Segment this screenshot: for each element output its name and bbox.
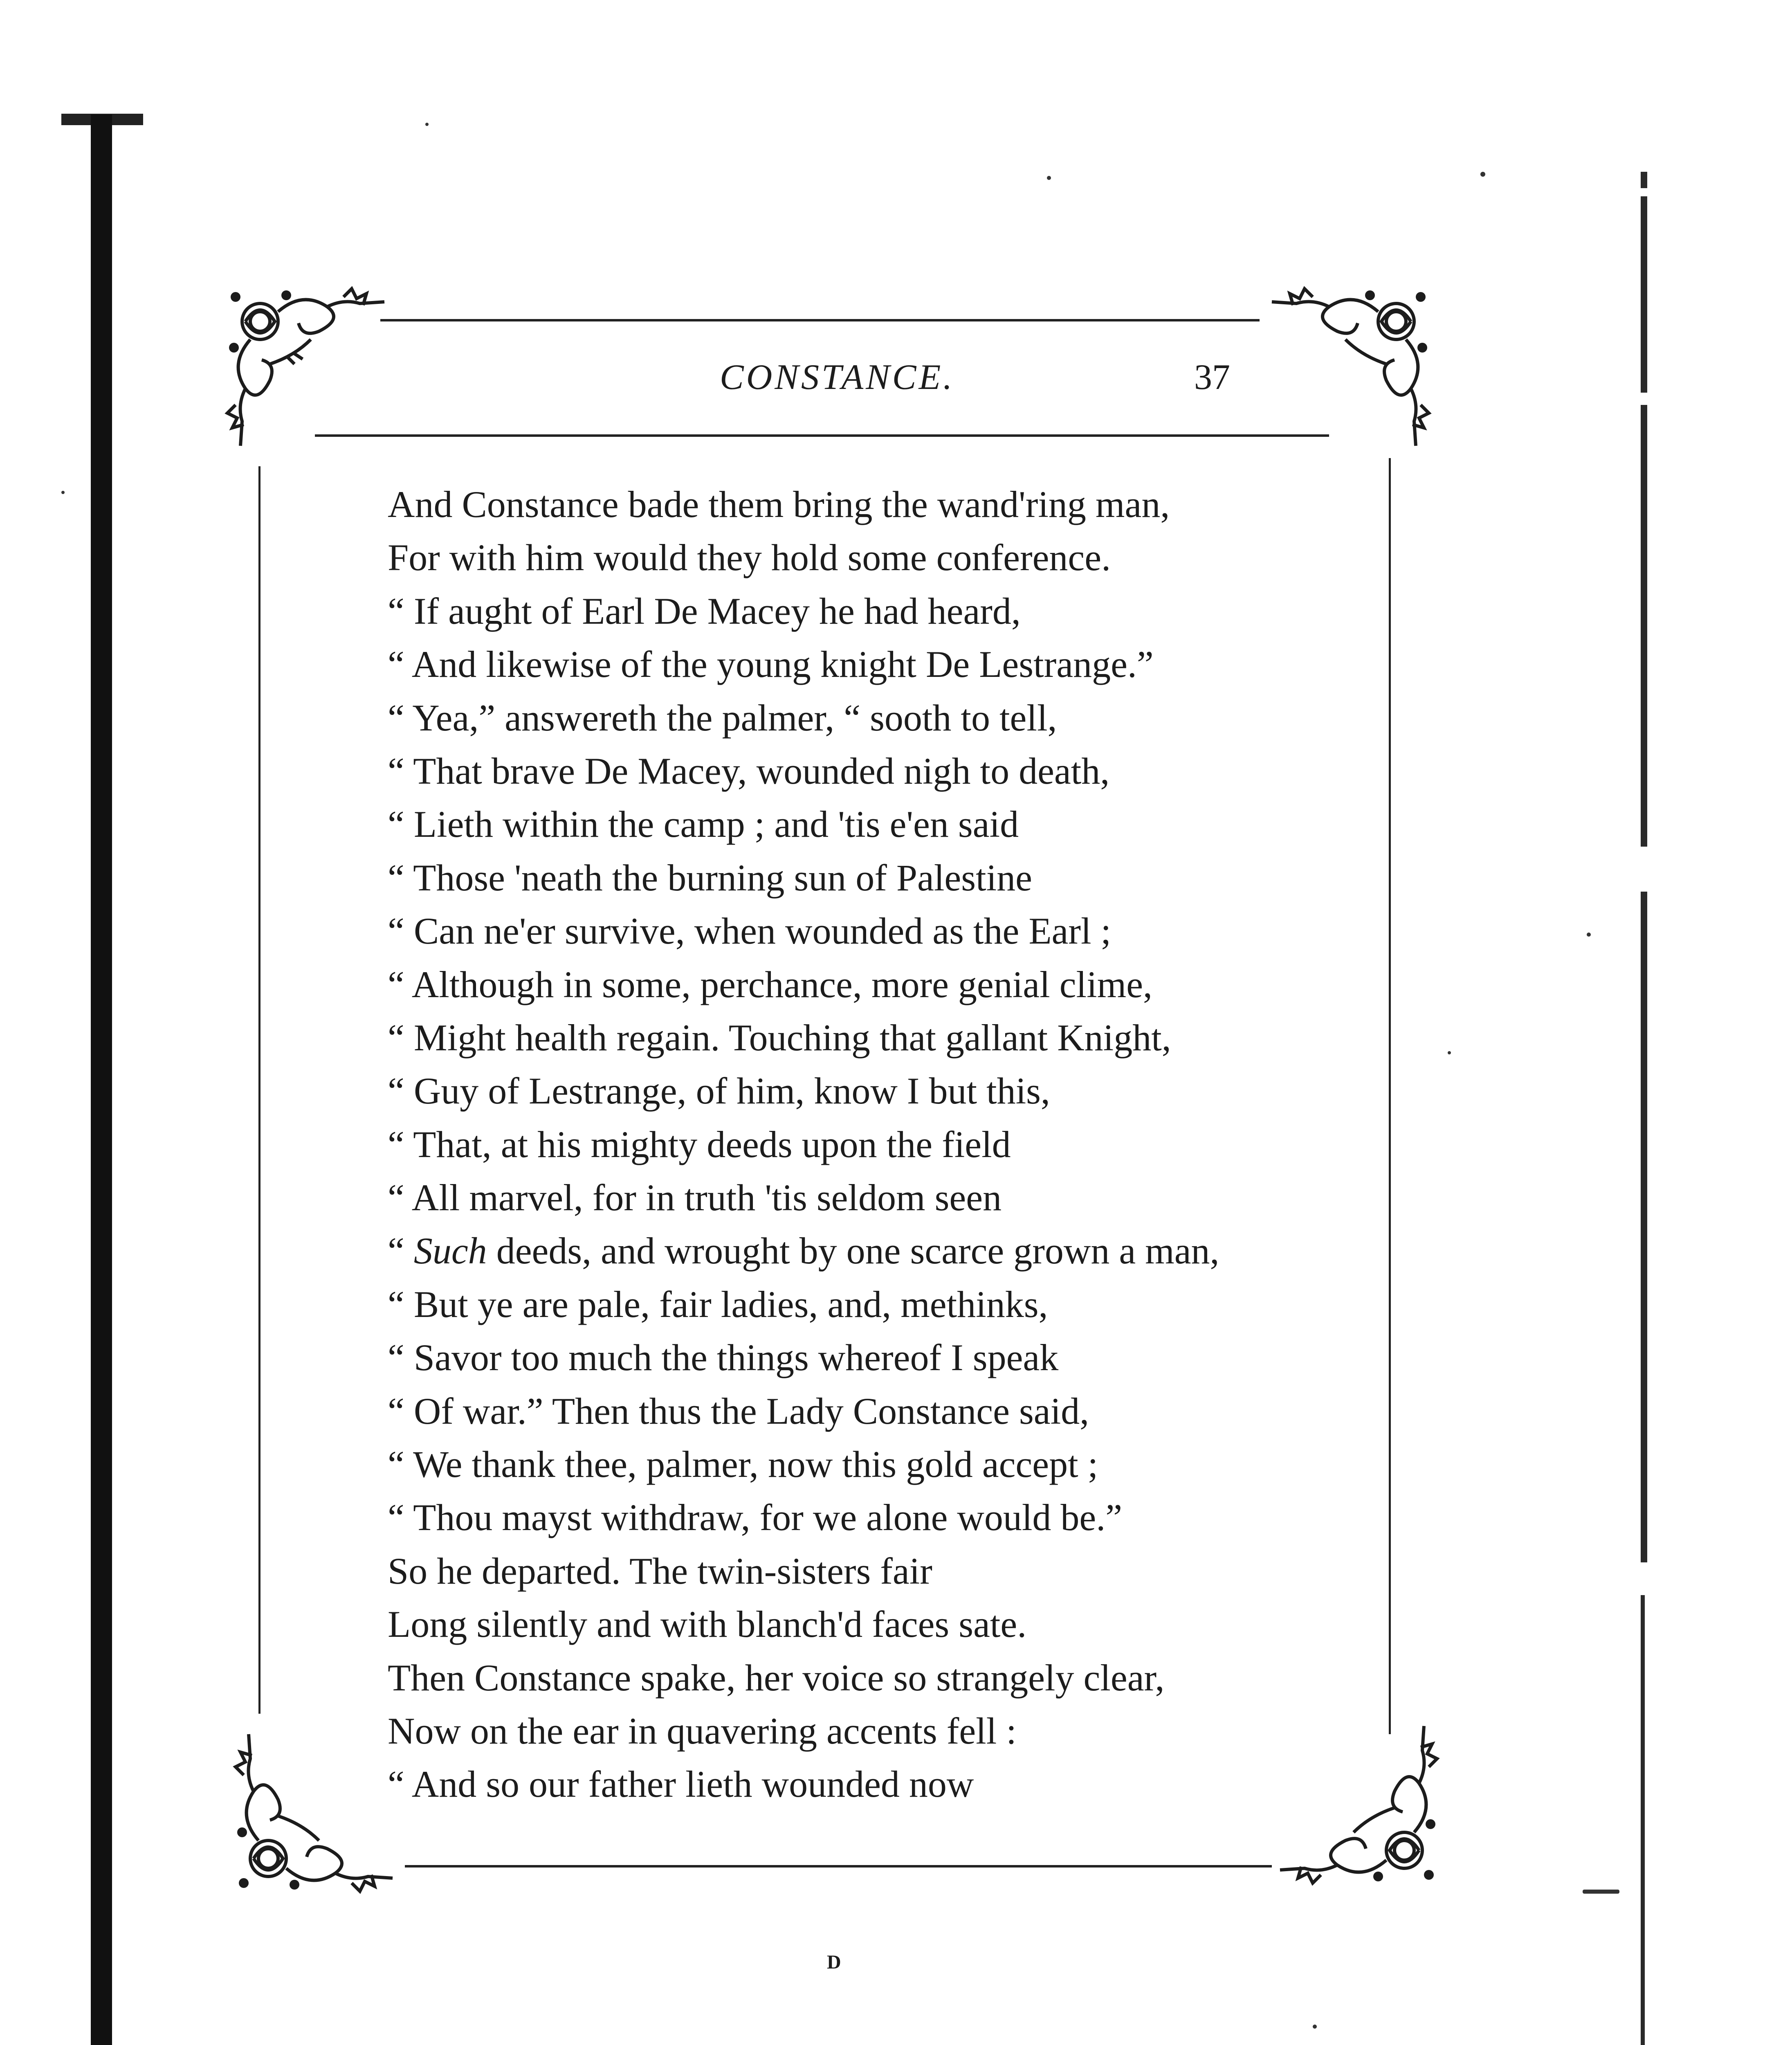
page-number: 37 — [1194, 357, 1230, 397]
poem-line: “ We thank thee, palmer, now this gold accept ; — [388, 1443, 1098, 1485]
poem-body — [388, 478, 1219, 1811]
binding-edge-shadow — [91, 115, 112, 2045]
scan-artifact — [1641, 405, 1647, 847]
poem-line: “ And so our father lieth wounded now — [388, 1763, 974, 1805]
signature-mark: D — [827, 1951, 841, 1973]
frame-bottom-rule — [405, 1865, 1272, 1867]
poem-line: “ That, at his mighty deeds upon the field — [388, 1123, 1011, 1165]
poem-line: And Constance bade them bring the wand'ring man, — [388, 483, 1170, 525]
scan-artifact — [1641, 172, 1647, 188]
poem-line: “ Can ne'er survive, when wounded as the Earl ; — [388, 910, 1112, 952]
header-rule — [315, 434, 1329, 437]
poem-line: “ Although in some, perchance, more genial clime, — [388, 963, 1153, 1005]
corner-ornament-top-left-icon — [221, 282, 417, 470]
poem-line: “ Those 'neath the burning sun of Palestine — [388, 856, 1032, 899]
frame-top-rule — [380, 319, 1260, 321]
scan-artifact — [1641, 892, 1647, 1562]
speck — [1480, 172, 1485, 177]
poem-line: Now on the ear in quavering accents fell : — [388, 1710, 1017, 1752]
speck — [1047, 176, 1051, 180]
poem-line: “ Yea,” answereth the palmer, “ sooth to tell, — [388, 697, 1057, 739]
corner-ornament-top-right-icon — [1239, 282, 1435, 470]
poem-line: “ Thou mayst withdraw, for we alone would be.” — [388, 1497, 1123, 1539]
speck — [61, 491, 65, 494]
corner-ornament-bottom-right-icon — [1247, 1701, 1444, 1890]
poem-line: “ Savor too much the things whereof I speak — [388, 1337, 1059, 1379]
scan-artifact — [1641, 1595, 1645, 2045]
scan-artifact — [1641, 196, 1647, 393]
speck — [1583, 1890, 1619, 1894]
frame-right-rule — [1389, 458, 1391, 1734]
poem-line: Long silently and with blanch'd faces sate. — [388, 1603, 1027, 1645]
poem-line: “ If aught of Earl De Macey he had heard, — [388, 590, 1021, 632]
speck — [1448, 1051, 1451, 1054]
poem-line: “ Such deeds, and wrought by one scarce grown a man, — [388, 1230, 1219, 1272]
poem-line: “ Of war.” Then thus the Lady Constance said, — [388, 1390, 1089, 1432]
poem-line: For with him would they hold some conference. — [388, 537, 1111, 579]
poem-line: Then Constance spake, her voice so strangely clear, — [388, 1656, 1165, 1699]
poem-line: “ But ye are pale, fair ladies, and, methinks, — [388, 1283, 1048, 1325]
running-title: CONSTANCE. — [720, 357, 955, 397]
poem-line: “ Guy of Lestrange, of him, know I but this, — [388, 1070, 1050, 1112]
poem-line: “ Lieth within the camp ; and 'tis e'en said — [388, 803, 1019, 845]
frame-left-rule — [258, 466, 260, 1714]
poem-line: “ All marvel, for in truth 'tis seldom seen — [388, 1177, 1002, 1219]
poem-line: “ And likewise of the young knight De Lestrange.” — [388, 643, 1154, 685]
poem-line: “ Might health regain. Touching that gallant Knight, — [388, 1016, 1171, 1058]
poem-line: So he departed. The twin-sisters fair — [388, 1550, 932, 1592]
speck — [1313, 2025, 1317, 2029]
speck — [425, 123, 429, 126]
emphasis-word: Such — [413, 1230, 487, 1272]
poem-line: “ That brave De Macey, wounded nigh to death, — [388, 750, 1110, 792]
speck — [1587, 933, 1591, 937]
